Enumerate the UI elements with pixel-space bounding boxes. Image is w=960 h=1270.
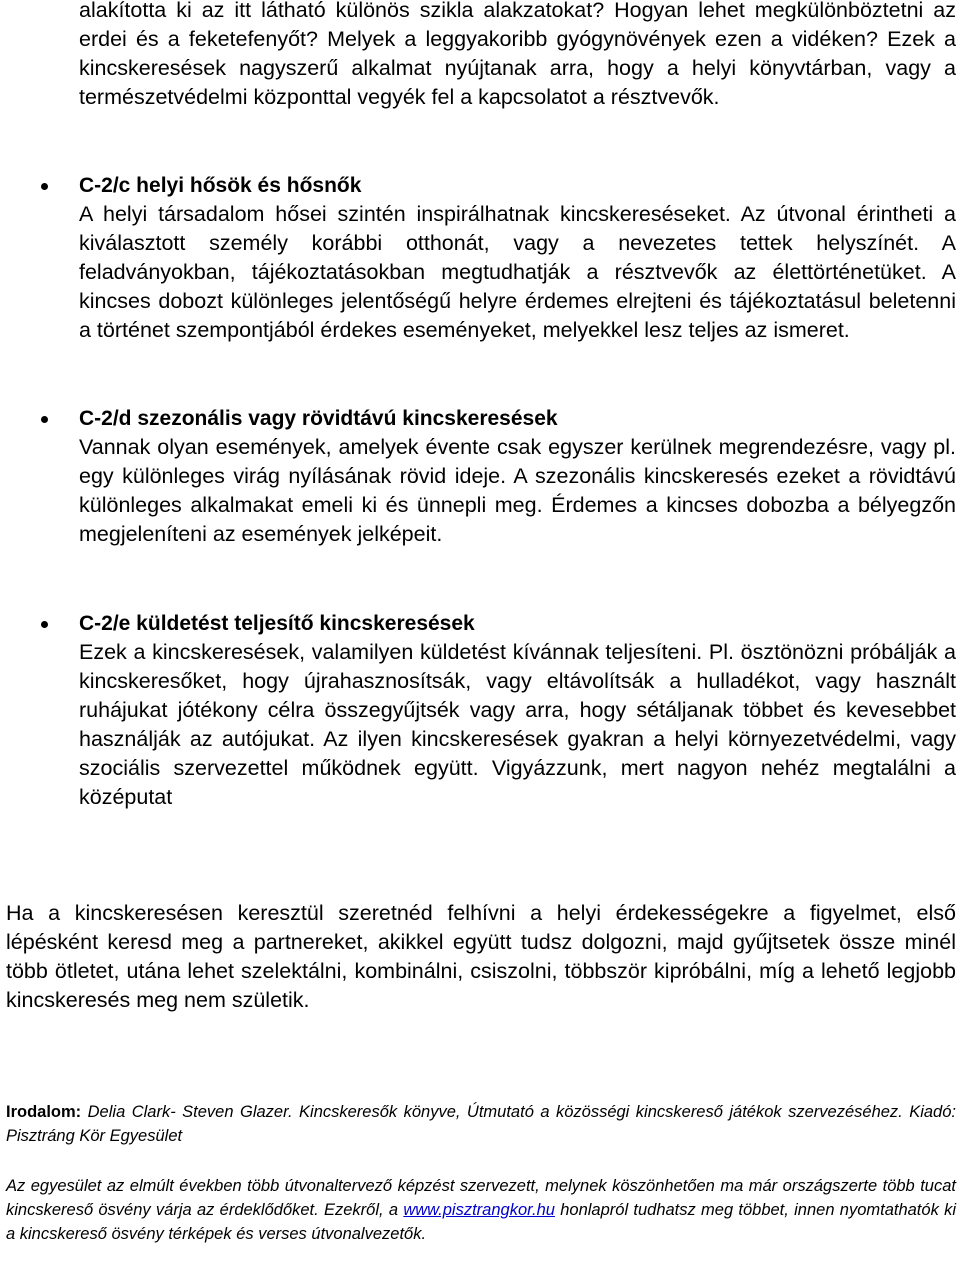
section-kuldetest <box>79 609 956 812</box>
footer-block <box>6 1174 956 1246</box>
section-body: A helyi társadalom hősei szintén inspirálhatnak kincskereséseket. Az útvonal érintheti a kiválasztott személy korábbi otthonát, vagy a nevezetes tettek helyszínét. A feladványokban, tájékoztatásokban megtudhatják a résztvevők az élettörténetüket. A kincses dobozt különleges jelentőségű helyre érdemes elrejteni és tájékoztatásul beletenni a történet szempontjából érdekes eseményeket, melyekkel lesz teljes az ismeret. <box>79 202 956 342</box>
conclusion-block <box>6 899 956 1015</box>
bullet-icon <box>41 621 48 628</box>
footer-text-before: Az egyesület az elmúlt években több útvonaltervező képzést szervezett, melynek köszönhetően ma már országszerte több tucat kincskereső ösvény várja az érdeklődőket. Ezekről, a <box>6 1177 956 1219</box>
references-text: Delia Clark- Steven Glazer. Kincskeresők könyve, Útmutató a közösségi kincskereső játékok szervezéséhez. Kiadó: Pisztráng Kör Egyesület <box>6 1103 956 1145</box>
references-paragraph <box>6 1100 956 1148</box>
references-block <box>6 1100 956 1148</box>
section-heading: C-2/d szezonális vagy rövidtávú kincskeresések <box>79 407 558 430</box>
bullet-icon <box>41 183 48 190</box>
section-body: Vannak olyan események, amelyek évente csak egyszer kerülnek megrendezésre, vagy pl. egy különleges virág nyílásának rövid ideje. A szezonális kincskeresés ezeket a rövidtávú különleges alkalmakat emeli ki és ünnepli meg. Érdemes a kincses dobozba a bélyegzőn megjeleníteni az események jelképeit. <box>79 435 956 546</box>
conclusion-paragraph: Ha a kincskeresésen keresztül szeretnéd felhívni a helyi érdekességekre a figyelmet, első lépésként keresd meg a partnereket, akikkel együtt tudsz dolgozni, majd gyűjtsetek össze minél több ötletet, utána lehet szelektálni, kombinálni, csiszolni, többször kipróbálni, míg a lehető legjobb kincskeresés meg nem születik. <box>6 901 956 1012</box>
section-heading: C-2/c helyi hősök és hősnők <box>79 174 362 197</box>
references-label: Irodalom: <box>6 1103 82 1121</box>
section-body: Ezek a kincskeresések, valamilyen küldetést kívánnak teljesíteni. Pl. ösztönözni próbálják a kincskeresőket, hogy újrahasznosítsák, vagy eltávolítsák a hulladékot, vagy használt ruhájukat jótékony célra összegyűjtsék vagy arra, hogy sétáljanak többet és kevesebbet használják az autójukat. Az ilyen kincskeresések gyakran a helyi környezetvédelmi, vagy szociális szervezettel működnek együtt. Vigyázzunk, mert nagyon nehéz megtalálni a középutat <box>79 640 956 809</box>
section-heading: C-2/e küldetést teljesítő kincskeresések <box>79 612 475 635</box>
intro-paragraph-block <box>79 0 956 112</box>
intro-paragraph: alakította ki az itt látható különös szikla alakzatokat? Hogyan lehet megkülönböztetni az erdei és a feketefenyőt? Melyek a leggyakoribb gyógynövények ezen a vidéken? Ezek a kincskeresések nagyszerű alkalmat nyújtanak arra, hogy a helyi könyvtárban, vagy a természetvédelmi központtal vegyék fel a kapcsolatot a résztvevők. <box>79 0 956 109</box>
website-link[interactable]: www.pisztrangkor.hu <box>403 1201 555 1219</box>
bullet-icon <box>41 416 48 423</box>
footer-paragraph <box>6 1174 956 1246</box>
section-helyi-hosok <box>79 171 956 345</box>
section-szezonalis <box>79 404 956 549</box>
footer-text-after: honlapról tudhatsz meg többet, innen nyomtathatók ki a kincskereső ösvény térképek és verses útvonalvezetők. <box>6 1201 957 1243</box>
